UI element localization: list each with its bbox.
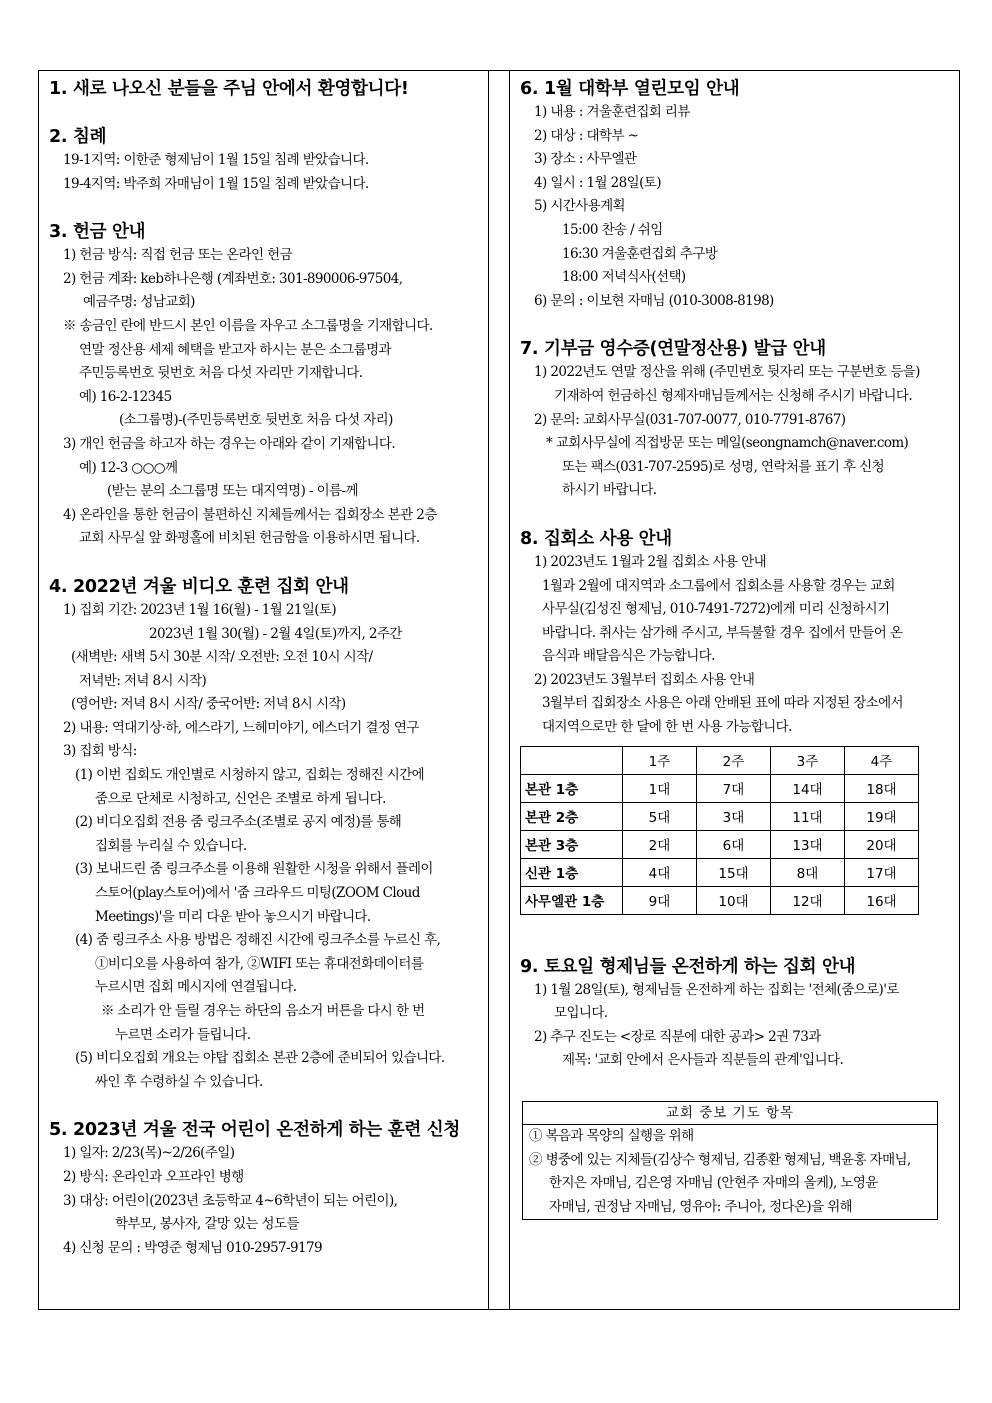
prayer-line: 자매님, 권정남 자매님, 영유아: 주니아, 정다온)을 위해 — [549, 1198, 853, 1215]
s5-line: 학부모, 봉사자, 갈망 있는 성도들 — [115, 1216, 299, 1233]
s4-line: 줌으로 단체로 시청하고, 신언은 조별로 하게 됩니다. — [95, 790, 386, 807]
row-label: 사무엘관 1층 — [521, 886, 623, 914]
table-cell: 10대 — [697, 886, 771, 914]
table-cell: 20대 — [845, 830, 919, 858]
s8-line: 2) 2023년도 3월부터 집회소 사용 안내 — [534, 671, 755, 688]
s3-line: 연말 정산용 세제 혜택을 받고자 하시는 분은 소그룹명과 — [79, 341, 391, 358]
table-cell: 15대 — [697, 858, 771, 886]
table-header-cell: 3주 — [771, 746, 845, 774]
s4-line: 저녁반: 저녁 8시 시작) — [79, 672, 207, 689]
table-row — [521, 774, 919, 802]
s3-line: (소그룹명)-(주민등록번호 뒷번호 처음 다섯 자리) — [119, 412, 393, 429]
s4-line: (3) 보내드린 줌 링크주소를 이용해 원활한 시청을 위해서 플레이 — [75, 861, 433, 878]
section-9-title: 9. 토요일 형제님들 온전하게 하는 집회 안내 — [520, 956, 856, 977]
s6-line: 4) 일시 : 1월 28일(토) — [534, 174, 661, 191]
s4-line: 2) 내용: 역대기상·하, 에스라기, 느헤미야기, 에스더기 결정 연구 — [63, 719, 419, 736]
section-7-title: 7. 기부금 영수증(연말정산용) 발급 안내 — [520, 339, 826, 360]
row-label: 본관 1층 — [521, 774, 623, 802]
s6-line: 15:00 찬송 / 쉬임 — [562, 221, 663, 238]
s4-line: 싸인 후 수령하실 수 있습니다. — [95, 1073, 263, 1090]
table-cell: 14대 — [771, 774, 845, 802]
s6-line: 5) 시간사용계획 — [534, 198, 625, 215]
section-3-title: 3. 헌금 안내 — [49, 222, 146, 243]
s6-line: 16:30 겨울훈련집회 추구방 — [562, 245, 718, 262]
s8-line: 1) 2023년도 1월과 2월 집회소 사용 안내 — [534, 553, 767, 570]
table-header-cell: 2주 — [697, 746, 771, 774]
prayer-line: ② 병중에 있는 지체들(김상수 형제님, 김종환 형제님, 백윤홍 자매님, — [529, 1151, 911, 1168]
s3-line: 예금주명: 성남교회) — [83, 294, 195, 311]
s7-line: 하시기 바랍니다. — [562, 482, 657, 499]
s5-line: 2) 방식: 온라인과 오프라인 병행 — [63, 1168, 244, 1185]
table-cell: 11대 — [771, 802, 845, 830]
s8-line: 사무실(김성진 형제님, 010-7491-7272)에게 미리 신청하시기 — [542, 601, 890, 618]
table-row — [521, 830, 919, 858]
table-cell: 13대 — [771, 830, 845, 858]
s5-line: 4) 신청 문의 : 박영준 형제님 010-2957-9179 — [63, 1239, 322, 1256]
table-cell: 6대 — [697, 830, 771, 858]
bulletin-frame — [38, 70, 960, 1310]
s9-line: 2) 추구 진도는 <장로 직분에 대한 공과> 2권 73과 — [534, 1028, 821, 1045]
section-5-title: 5. 2023년 겨울 전국 어린이 온전하게 하는 훈련 신청 — [49, 1120, 460, 1141]
s9-line: 1) 1월 28일(토), 형제님들 온전하게 하는 집회는 '전체(줌으로)'로 — [534, 981, 899, 998]
table-cell: 19대 — [845, 802, 919, 830]
s8-line: 3월부터 집회장소 사용은 아래 안배된 표에 따라 지정된 장소에서 — [542, 695, 903, 712]
s9-line: 모입니다. — [554, 1005, 608, 1022]
s3-line: 예) 12-3 ○○○께 — [79, 459, 178, 476]
table-header-row — [521, 746, 919, 774]
s8-line: 바랍니다. 취사는 삼가해 주시고, 부득불할 경우 집에서 만들어 온 — [542, 624, 903, 641]
s6-line: 2) 대상 : 대학부 ~ — [534, 127, 639, 144]
table-header-cell: 4주 — [845, 746, 919, 774]
s5-line: 1) 일자: 2/23(목)~2/26(주일) — [63, 1145, 235, 1162]
s8-line: 대지역으로만 한 달에 한 번 사용 가능합니다. — [542, 719, 792, 736]
prayer-box — [522, 1101, 938, 1220]
s7-line: * 교회사무실에 직접방문 또는 메일(seongnamch@naver.com) — [546, 435, 909, 452]
table-row — [521, 802, 919, 830]
table-row — [521, 858, 919, 886]
section-2-title: 2. 침례 — [49, 127, 107, 147]
s6-line: 1) 내용 : 겨울훈련집회 리뷰 — [534, 104, 690, 120]
s7-line: 또는 팩스(031-707-2595)로 성명, 연락처를 표기 후 신청 — [562, 458, 885, 475]
row-label: 본관 3층 — [521, 830, 623, 858]
s7-line: 기재하여 헌금하신 형제자매님들께서는 신청해 주시기 바랍니다. — [554, 387, 913, 404]
s4-line: (2) 비디오집회 전용 줌 링크주소(조별로 공지 예정)를 통해 — [75, 814, 402, 831]
row-label: 신관 1층 — [521, 858, 623, 886]
s9-line: 제목: '교회 안에서 은사들과 직분들의 관계'입니다. — [562, 1052, 844, 1069]
right-column — [510, 71, 959, 1309]
table-header-cell — [521, 746, 623, 774]
s4-line: (영어반: 저녁 8시 시작/ 중국어반: 저녁 8시 시작) — [71, 696, 346, 713]
s4-line: (1) 이번 집회도 개인별로 시청하지 않고, 집회는 정해진 시간에 — [75, 767, 425, 784]
s6-line: 6) 문의 : 이보현 자매님 (010-3008-8198) — [534, 292, 774, 309]
prayer-line: 한지은 자매님, 김은영 자매님 (안현주 자매의 올케), 노영윤 — [549, 1175, 878, 1192]
s3-line: 1) 헌금 방식: 직접 헌금 또는 온라인 헌금 — [63, 247, 293, 264]
s3-line: 주민등록번호 뒷번호 처음 다섯 자리만 기재합니다. — [79, 365, 363, 382]
s4-line: (5) 비디오집회 개요는 야탑 집회소 본관 2층에 준비되어 있습니다. — [75, 1050, 445, 1067]
s3-line: 3) 개인 헌금을 하고자 하는 경우는 아래와 같이 기재합니다. — [63, 435, 396, 452]
s6-line: 3) 장소 : 사무엘관 — [534, 151, 637, 168]
table-cell: 5대 — [623, 802, 697, 830]
s4-line: 3) 집회 방식: — [63, 743, 137, 760]
s4-line: (새벽반: 새벽 5시 30분 시작/ 오전반: 오전 10시 시작/ — [71, 649, 373, 666]
section-1-title: 1. 새로 나오신 분들을 주님 안에서 환영합니다! — [49, 79, 409, 99]
table-cell: 8대 — [771, 858, 845, 886]
s4-line: 2023년 1월 30(월) - 2월 4일(토)까지, 2주간 — [149, 625, 402, 642]
s6-line: 18:00 저녁식사(선택) — [562, 269, 686, 286]
s3-line: (받는 분의 소그룹명 또는 대지역명) - 이름-께 — [107, 483, 358, 500]
left-column — [39, 71, 489, 1309]
s4-line: (4) 줌 링크주소 사용 방법은 정해진 시간에 링크주소를 누르신 후, — [75, 932, 441, 949]
s3-line: 4) 온라인을 통한 헌금이 불편하신 지체들께서는 집회장소 본관 2층 — [63, 506, 437, 523]
table-cell: 7대 — [697, 774, 771, 802]
s3-line: 예) 16-2-12345 — [79, 388, 172, 405]
hall-schedule-table — [520, 746, 919, 915]
s4-line: 1) 집회 기간: 2023년 1월 16(월) - 1월 21일(토) — [63, 601, 337, 618]
table-cell: 4대 — [623, 858, 697, 886]
table-cell: 2대 — [623, 830, 697, 858]
s8-line: 음식과 배달음식은 가능합니다. — [542, 648, 715, 665]
s3-line: 2) 헌금 계좌: keb하나은행 (계좌번호: 301-890006-97504, — [63, 270, 403, 287]
s8-line: 1월과 2월에 대지역과 소그룹에서 집회소를 사용할 경우는 교회 — [542, 577, 895, 594]
section-8-title: 8. 집회소 사용 안내 — [520, 528, 672, 549]
table-cell: 16대 — [845, 886, 919, 914]
table-header-cell: 1주 — [623, 746, 697, 774]
s4-line: 누르면 소리가 들립니다. — [115, 1026, 251, 1043]
s2-line: 19-1지역: 이한준 형제님이 1월 15일 침례 받았습니다. — [63, 152, 369, 168]
s7-line: 2) 문의: 교회사무실(031-707-0077, 010-7791-8767) — [534, 411, 846, 428]
table-cell: 9대 — [623, 886, 697, 914]
column-divider — [489, 71, 510, 1309]
s3-line: ※ 송금인 란에 반드시 본인 이름을 자우고 소그룹명을 기재합니다. — [63, 317, 433, 334]
s3-line: 교회 사무실 앞 화평홀에 비치된 헌금함을 이용하시면 됩니다. — [79, 530, 420, 547]
s4-line: 누르시면 집회 메시지에 연결됩니다. — [95, 979, 297, 996]
table-row — [521, 886, 919, 914]
s4-line: 스토어(play스토어)에서 '줌 크라우드 미팅(ZOOM Cloud — [95, 885, 420, 902]
row-label: 본관 2층 — [521, 802, 623, 830]
table-cell: 3대 — [697, 802, 771, 830]
s4-line: Meetings)'을 미리 다운 받아 놓으시기 바랍니다. — [95, 908, 371, 925]
prayer-title: 교회 중보 기도 항목 — [523, 1102, 937, 1125]
s4-line: ※ 소리가 안 들릴 경우는 하단의 음소거 버튼을 다시 한 번 — [101, 1003, 425, 1019]
s5-line: 3) 대상: 어린이(2023년 초등학교 4~6학년이 되는 어린이), — [63, 1192, 398, 1209]
s4-line: 집회를 누리실 수 있습니다. — [95, 837, 247, 854]
table-cell: 17대 — [845, 858, 919, 886]
s7-line: 1) 2022년도 연말 정산을 위해 (주민번호 뒷자리 또는 구분번호 등을) — [534, 364, 920, 381]
s4-line: ①비디오를 사용하여 참가, ②WIFI 또는 휴대전화데이터를 — [95, 955, 424, 972]
section-6-title: 6. 1월 대학부 열린모임 안내 — [520, 79, 740, 99]
table-cell: 18대 — [845, 774, 919, 802]
prayer-line: ① 복음과 목양의 실행을 위해 — [529, 1128, 694, 1145]
table-cell: 12대 — [771, 886, 845, 914]
s2-line: 19-4지역: 박주희 자매님이 1월 15일 침례 받았습니다. — [63, 175, 369, 192]
section-4-title: 4. 2022년 겨울 비디오 훈련 집회 안내 — [49, 576, 349, 597]
table-cell: 1대 — [623, 774, 697, 802]
